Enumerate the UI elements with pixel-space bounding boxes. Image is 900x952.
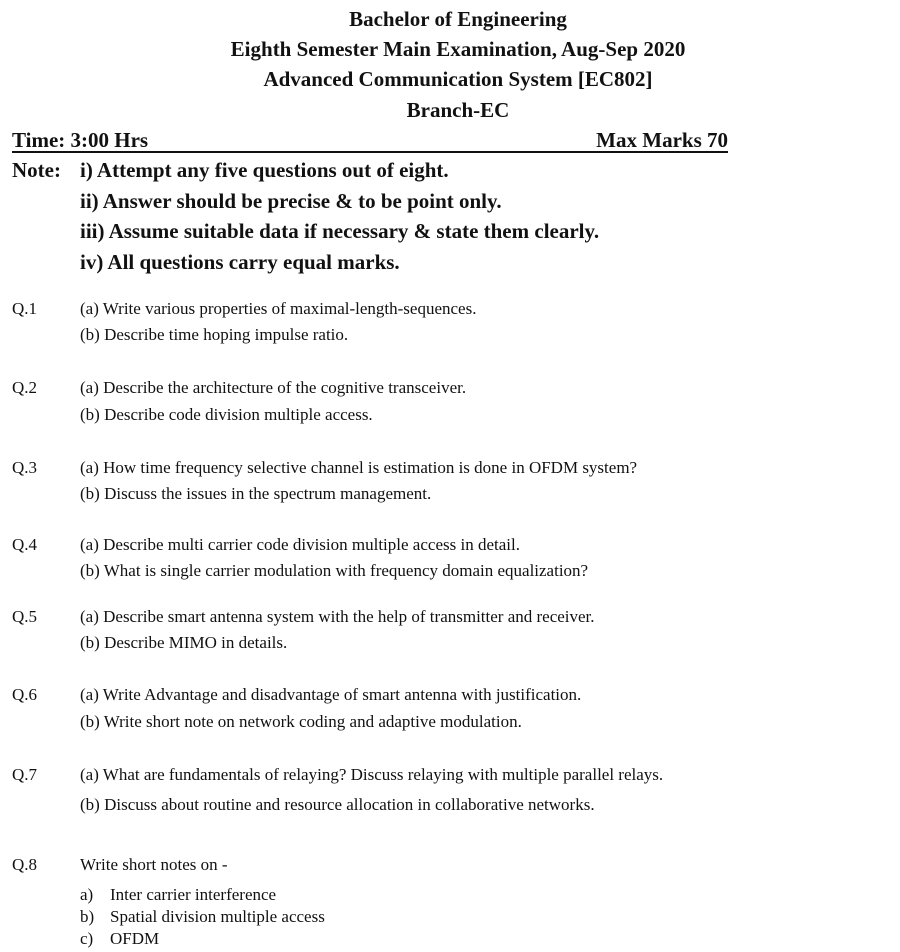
question-number: Q.2 (12, 378, 38, 397)
time-label: Time: 3:00 Hrs (12, 128, 149, 152)
branch-title: Branch-EC (406, 98, 510, 122)
max-marks-label: Max Marks 70 (596, 128, 728, 152)
note-label: Note: (12, 158, 61, 182)
question-number: Q.8 (12, 855, 38, 874)
question-part-a: (a) Write various properties of maximal-length-sequences. (80, 299, 477, 318)
time-marks-row (12, 127, 728, 153)
question-part-b: (b) Describe code division multiple access. (80, 405, 373, 424)
question-part-a: (a) Write Advantage and disadvantage of smart antenna with justification. (80, 685, 582, 704)
short-note-item: Spatial division multiple access (110, 907, 325, 926)
question-part-a: (a) Describe smart antenna system with the help of transmitter and receiver. (80, 607, 595, 626)
question-number: Q.7 (12, 765, 38, 784)
note-item: ii) Answer should be precise & to be point only. (80, 189, 502, 213)
note-item: i) Attempt any five questions out of eight. (80, 158, 449, 182)
subject-title: Advanced Communication System [EC802] (263, 67, 653, 91)
question-part-a: (a) Describe multi carrier code division multiple access in detail. (80, 535, 520, 554)
note-item: iv) All questions carry equal marks. (80, 250, 400, 274)
short-note-letter: a) (80, 885, 94, 904)
short-note-item: OFDM (110, 929, 160, 948)
degree-title: Bachelor of Engineering (349, 7, 567, 31)
exam-title: Eighth Semester Main Examination, Aug-Sep 2020 (230, 37, 686, 61)
short-notes-intro: Write short notes on - (80, 855, 228, 874)
question-number: Q.3 (12, 458, 38, 477)
question-part-b: (b) What is single carrier modulation with frequency domain equalization? (80, 561, 589, 580)
question-part-a: (a) How time frequency selective channel is estimation is done in OFDM system? (80, 458, 638, 477)
question-part-b: (b) Discuss the issues in the spectrum management. (80, 484, 432, 503)
question-part-b: (b) Write short note on network coding and adaptive modulation. (80, 712, 522, 731)
question-number: Q.1 (12, 299, 38, 318)
question-number: Q.4 (12, 535, 38, 554)
short-note-item: Inter carrier interference (110, 885, 277, 904)
question-part-b: (b) Describe MIMO in details. (80, 633, 288, 652)
short-note-letter: c) (80, 929, 94, 948)
question-part-b: (b) Discuss about routine and resource allocation in collaborative networks. (80, 795, 595, 814)
question-part-a: (a) Describe the architecture of the cognitive transceiver. (80, 378, 467, 397)
question-part-a: (a) What are fundamentals of relaying? Discuss relaying with multiple parallel relays. (80, 765, 664, 784)
question-number: Q.5 (12, 607, 38, 626)
question-part-b: (b) Describe time hoping impulse ratio. (80, 325, 349, 344)
note-item: iii) Assume suitable data if necessary & state them clearly. (80, 219, 600, 243)
short-note-letter: b) (80, 907, 95, 926)
question-number: Q.6 (12, 685, 38, 704)
